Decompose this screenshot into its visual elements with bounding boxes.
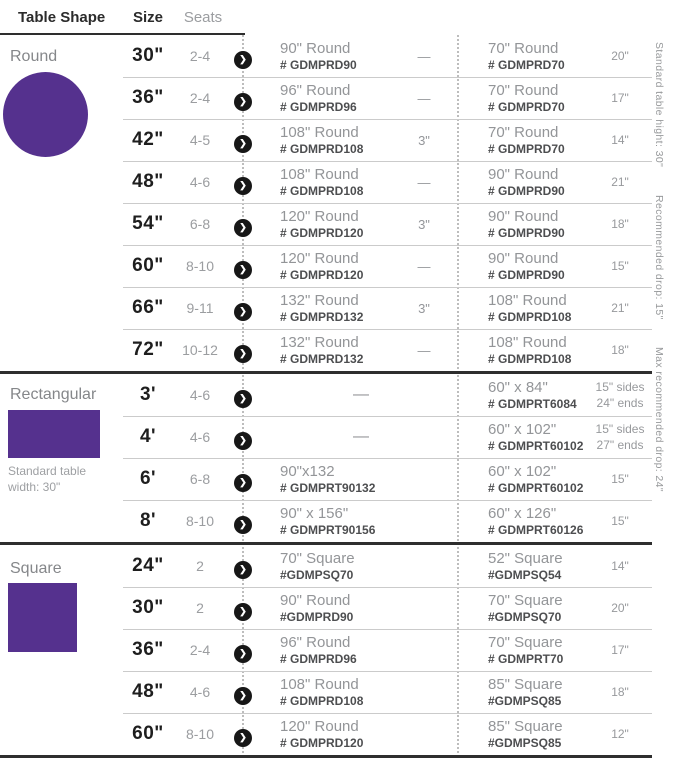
shape-caption-line: width: 30" [8,480,61,494]
drop-cell [590,287,650,329]
floor-length-cell [280,545,395,587]
drop-cell [590,671,650,713]
mid-length-cell [488,203,600,245]
size-cell [120,287,176,329]
mid-length-sku: # GDMPRD108 [488,310,572,324]
mid-length-value: 85" Square [488,718,563,735]
table-row [0,416,679,458]
size-cell [120,161,176,203]
section-rectangular [0,374,679,542]
table-row [0,629,679,671]
floor-length-value: 90"x132 [280,463,335,480]
col-header-table-shape: Table Shape [18,9,106,26]
puddle-cell [399,203,449,245]
floor-length-sku: # GDMPRD120 [280,268,364,282]
floor-length-sku: # GDMPRD108 [280,184,364,198]
drop-cell [590,500,650,542]
arrow-cell [233,545,253,587]
seats-cell [176,671,224,713]
drop-value: 12" [611,727,629,741]
floor-length-cell [280,671,395,713]
floor-length-cell [280,245,395,287]
mid-length-value: 60" x 84" [488,379,548,396]
mid-length-sku: # GDMPRD90 [488,268,565,282]
size-value: 60" [132,255,164,276]
floor-length-sku: # GDMPRD120 [280,736,364,750]
side-note-recommended-drop: Recommended drop: 15" [653,194,665,320]
drop-cell [590,35,650,77]
floor-length-sku: # GDMPRD108 [280,694,364,708]
puddle-value: 3" [418,132,430,148]
mid-length-cell [488,374,600,416]
mid-length-sku: #GDMPSQ85 [488,736,562,750]
puddle-value: — [417,174,431,190]
size-cell [120,500,176,542]
shape-label-rectangular: Rectangular [10,386,97,403]
table-row [0,374,679,416]
chevron-right-icon: ❯ [234,51,252,69]
arrow-cell [233,458,253,500]
seats-value: 6-8 [189,216,211,232]
seats-cell [176,161,224,203]
chevron-right-icon: ❯ [234,603,252,621]
size-cell [120,35,176,77]
size-value: 42" [132,129,164,150]
col-header-seats: Seats [183,9,223,26]
table-row [0,500,679,542]
chevron-right-icon: ❯ [234,261,252,279]
mid-length-cell [488,629,600,671]
floor-length-cell [280,119,395,161]
arrow-cell [233,713,253,755]
floor-length-value: 90" Round [280,40,351,57]
drop-cell [590,545,650,587]
floor-length-cell [280,629,395,671]
seats-cell [176,713,224,755]
size-value: 4' [139,426,157,447]
seats-value: 4-6 [189,684,211,700]
shape-label-square: Square [10,560,62,577]
mid-length-sku: # GDMPRT70 [488,652,564,666]
size-cell [120,203,176,245]
chevron-right-icon: ❯ [234,687,252,705]
size-value: 66" [132,297,164,318]
table-row [0,329,679,371]
seats-value: 8-10 [185,726,215,742]
drop-cell [590,629,650,671]
col-header-size: Size [132,9,163,26]
mid-length-value: 70" Round [488,82,559,99]
size-cell [120,416,176,458]
mid-length-sku: # GDMPRD70 [488,58,565,72]
seats-cell [176,545,224,587]
floor-length-value: 70" Square [280,550,355,567]
drop-cell [590,119,650,161]
seats-value: 2-4 [189,642,211,658]
seats-cell [176,35,224,77]
mid-length-sku: #GDMPSQ54 [488,568,562,582]
mid-length-cell [488,416,600,458]
mid-length-value: 70" Square [488,592,563,609]
mid-length-value: 85" Square [488,676,563,693]
floor-length-cell [280,287,395,329]
mid-length-cell [488,671,600,713]
table-bottom-border [0,755,652,758]
floor-length-cell [280,77,395,119]
puddle-value: — [417,342,431,358]
drop-value: 17" [611,643,629,657]
table-row [0,287,679,329]
mid-length-sku: # GDMPRD108 [488,352,572,366]
arrow-cell [233,629,253,671]
drop-value: 21" [611,175,629,189]
shape-label-round: Round [10,48,58,65]
side-notes [653,42,665,742]
floor-length-cell [280,500,395,542]
seats-cell [176,458,224,500]
size-cell [120,629,176,671]
drop-value: 15" [611,514,629,528]
puddle-value: 3" [418,300,430,316]
table-header [0,0,679,35]
floor-length-value: 120" Round [280,208,359,225]
floor-length-value: 90" Round [280,592,351,609]
mid-length-sku: # GDMPRD70 [488,142,565,156]
size-value: 48" [132,681,164,702]
seats-cell [176,203,224,245]
mid-length-value: 70" Round [488,124,559,141]
puddle-value: — [417,90,431,106]
mid-length-cell [488,287,600,329]
floor-length-value: 108" Round [280,166,359,183]
header-dashed-divider [457,4,459,31]
floor-length-value: 96" Round [280,82,351,99]
seats-cell [176,587,224,629]
drop-value: 21" [611,301,629,315]
chevron-right-icon: ❯ [234,561,252,579]
floor-length-sku: #GDMPSQ70 [280,568,354,582]
floor-length-value: 120" Round [280,718,359,735]
mid-length-cell [488,500,600,542]
table-row [0,671,679,713]
size-value: 36" [132,87,164,108]
chevron-right-icon: ❯ [234,135,252,153]
drop-value: 20" [611,49,629,63]
drop-value: 20" [611,601,629,615]
seats-value: 8-10 [185,513,215,529]
mid-length-value: 90" Round [488,250,559,267]
floor-length-value: 96" Round [280,634,351,651]
mid-length-sku: # GDMPRT60102 [488,439,584,453]
floor-length-cell [280,203,395,245]
chevron-right-icon: ❯ [234,345,252,363]
mid-length-value: 108" Round [488,334,567,351]
floor-length-sku: # GDMPRT90156 [280,523,376,537]
chevron-right-icon: ❯ [234,303,252,321]
chevron-right-icon: ❯ [234,93,252,111]
arrow-cell [233,416,253,458]
seats-value: 10-12 [182,342,218,358]
drop-value-2: 27" ends [596,438,644,452]
table-row [0,203,679,245]
size-cell [120,587,176,629]
arrow-cell [233,35,253,77]
table-body [0,35,679,758]
drop-value: 15" [611,259,629,273]
floor-length-sku: # GDMPRD96 [280,652,357,666]
chevron-right-icon: ❯ [234,645,252,663]
floor-length-value: 132" Round [280,292,359,309]
arrow-cell [233,287,253,329]
puddle-value: — [417,48,431,64]
section-round [0,35,679,371]
size-cell [120,77,176,119]
arrow-cell [233,500,253,542]
mid-length-value: 108" Round [488,292,567,309]
mid-length-sku: # GDMPRT60102 [488,481,584,495]
seats-cell [176,629,224,671]
seats-value: 4-5 [189,132,211,148]
mid-length-value: 60" x 126" [488,505,557,522]
chevron-right-icon: ❯ [234,729,252,747]
arrow-cell [233,161,253,203]
mid-length-sku: #GDMPSQ70 [488,610,562,624]
seats-cell [176,329,224,371]
drop-value: 14" [611,559,629,573]
arrow-cell [233,119,253,161]
chevron-right-icon: ❯ [234,177,252,195]
table-row [0,35,679,77]
puddle-cell [399,119,449,161]
floor-length-cell [280,374,442,416]
drop-cell [590,458,650,500]
mid-length-cell [488,161,600,203]
drop-value: 15" [611,472,629,486]
mid-length-cell [488,119,600,161]
floor-length-cell [280,587,395,629]
size-value: 6' [139,468,157,489]
puddle-cell [399,35,449,77]
mid-length-cell [488,458,600,500]
shape-caption-line: Standard table [8,464,87,478]
seats-cell [176,287,224,329]
mid-length-value: 90" Round [488,208,559,225]
mid-length-value: 60" x 102" [488,463,557,480]
size-value: 30" [132,45,164,66]
size-value: 54" [132,213,164,234]
chevron-right-icon: ❯ [234,516,252,534]
puddle-cell [399,287,449,329]
mid-length-sku: # GDMPRD70 [488,100,565,114]
floor-length-value: 132" Round [280,334,359,351]
size-cell [120,545,176,587]
table-row [0,161,679,203]
size-cell [120,671,176,713]
size-value: 36" [132,639,164,660]
size-value: 24" [132,555,164,576]
drop-value: 17" [611,91,629,105]
drop-cell [590,161,650,203]
drop-cell [590,245,650,287]
seats-value: 2-4 [189,90,211,106]
drop-value: 18" [611,343,629,357]
seats-value: 6-8 [189,471,211,487]
no-floor-length-dash: — [353,428,369,445]
side-note-max-drop: Max recommended drop: 24" [653,346,665,492]
chevron-right-icon: ❯ [234,390,252,408]
floor-length-cell [280,713,395,755]
mid-length-value: 70" Round [488,40,559,57]
seats-cell [176,500,224,542]
mid-length-sku: # GDMPRD90 [488,226,565,240]
arrow-cell [233,77,253,119]
floor-length-value: 108" Round [280,676,359,693]
size-cell [120,245,176,287]
chevron-right-icon: ❯ [234,432,252,450]
seats-value: 2 [196,600,204,616]
drop-value: 18" [611,685,629,699]
floor-length-cell [280,329,395,371]
floor-length-sku: # GDMPRD132 [280,352,364,366]
table-row [0,587,679,629]
mid-length-cell [488,245,600,287]
side-note-table-height: Standard table hight: 30" [653,42,665,168]
arrow-cell [233,587,253,629]
chevron-right-icon: ❯ [234,474,252,492]
section-square [0,545,679,755]
drop-cell [590,203,650,245]
floor-length-cell [280,416,442,458]
drop-cell [590,416,650,458]
mid-length-cell [488,77,600,119]
drop-cell [590,374,650,416]
floor-length-sku: # GDMPRD120 [280,226,364,240]
floor-length-value: 120" Round [280,250,359,267]
arrow-cell [233,671,253,713]
size-value: 72" [132,339,164,360]
seats-value: 4-6 [189,174,211,190]
floor-length-sku: # GDMPRT90132 [280,481,376,495]
col-header-mid-length: Mid Length [475,9,555,26]
size-cell [120,458,176,500]
table-row [0,458,679,500]
seats-cell [176,245,224,287]
table-row [0,119,679,161]
mid-length-cell [488,713,600,755]
table-row [0,245,679,287]
seats-value: 4-6 [189,387,211,403]
drop-value: 14" [611,133,629,147]
seats-cell [176,416,224,458]
mid-length-sku: # GDMPRT6084 [488,397,577,411]
seats-cell [176,119,224,161]
floor-length-value: 108" Round [280,124,359,141]
mid-length-value: 60" x 102" [488,421,557,438]
drop-value-2: 24" ends [596,396,644,410]
size-cell [120,374,176,416]
puddle-cell [399,77,449,119]
mid-length-sku: #GDMPSQ85 [488,694,562,708]
floor-length-cell [280,161,395,203]
arrow-cell [233,245,253,287]
drop-value: 15" sides [595,380,645,394]
size-cell [120,713,176,755]
puddle-cell [399,161,449,203]
table-row [0,77,679,119]
puddle-cell [399,329,449,371]
size-value: 30" [132,597,164,618]
floor-length-sku: #GDMPRD90 [280,610,354,624]
col-header-puddle: Puddle [393,9,440,26]
mid-length-cell [488,587,600,629]
col-header-drop: Drop [602,9,636,26]
mid-length-sku: # GDMPRD90 [488,184,565,198]
seats-value: 2 [196,558,204,574]
mid-length-value: 52" Square [488,550,563,567]
size-cell [120,119,176,161]
drop-value: 18" [611,217,629,231]
mid-length-cell [488,35,600,77]
table-row [0,713,679,755]
floor-length-cell [280,35,395,77]
header-purple-band [243,0,652,35]
drop-cell [590,77,650,119]
floor-length-sku: # GDMPRD96 [280,100,357,114]
puddle-cell [399,245,449,287]
drop-value: 15" sides [595,422,645,436]
col-header-floor-length: Floor Length [278,9,370,26]
drop-cell [590,713,650,755]
table-row [0,545,679,587]
seats-value: 9-11 [186,300,214,316]
size-cell [120,329,176,371]
floor-length-sku: # GDMPRD108 [280,142,364,156]
drop-cell [590,329,650,371]
mid-length-sku: # GDMPRT60126 [488,523,584,537]
chevron-right-icon: ❯ [234,219,252,237]
mid-length-value: 70" Square [488,634,563,651]
mid-length-value: 90" Round [488,166,559,183]
seats-value: 2-4 [189,48,211,64]
seats-cell [176,77,224,119]
size-value: 48" [132,171,164,192]
floor-length-value: 90" x 156" [280,505,349,522]
floor-length-sku: # GDMPRD90 [280,58,357,72]
arrow-cell [233,374,253,416]
size-value: 8' [139,510,157,531]
floor-length-sku: # GDMPRD132 [280,310,364,324]
arrow-cell [233,203,253,245]
puddle-value: 3" [418,216,430,232]
puddle-value: — [417,258,431,274]
floor-length-cell [280,458,395,500]
seats-value: 8-10 [185,258,215,274]
no-floor-length-dash: — [353,386,369,403]
size-value: 60" [132,723,164,744]
drop-cell [590,587,650,629]
mid-length-cell [488,329,600,371]
mid-length-cell [488,545,600,587]
size-value: 3' [139,384,157,405]
seats-cell [176,374,224,416]
arrow-cell [233,329,253,371]
seats-value: 4-6 [189,429,211,445]
